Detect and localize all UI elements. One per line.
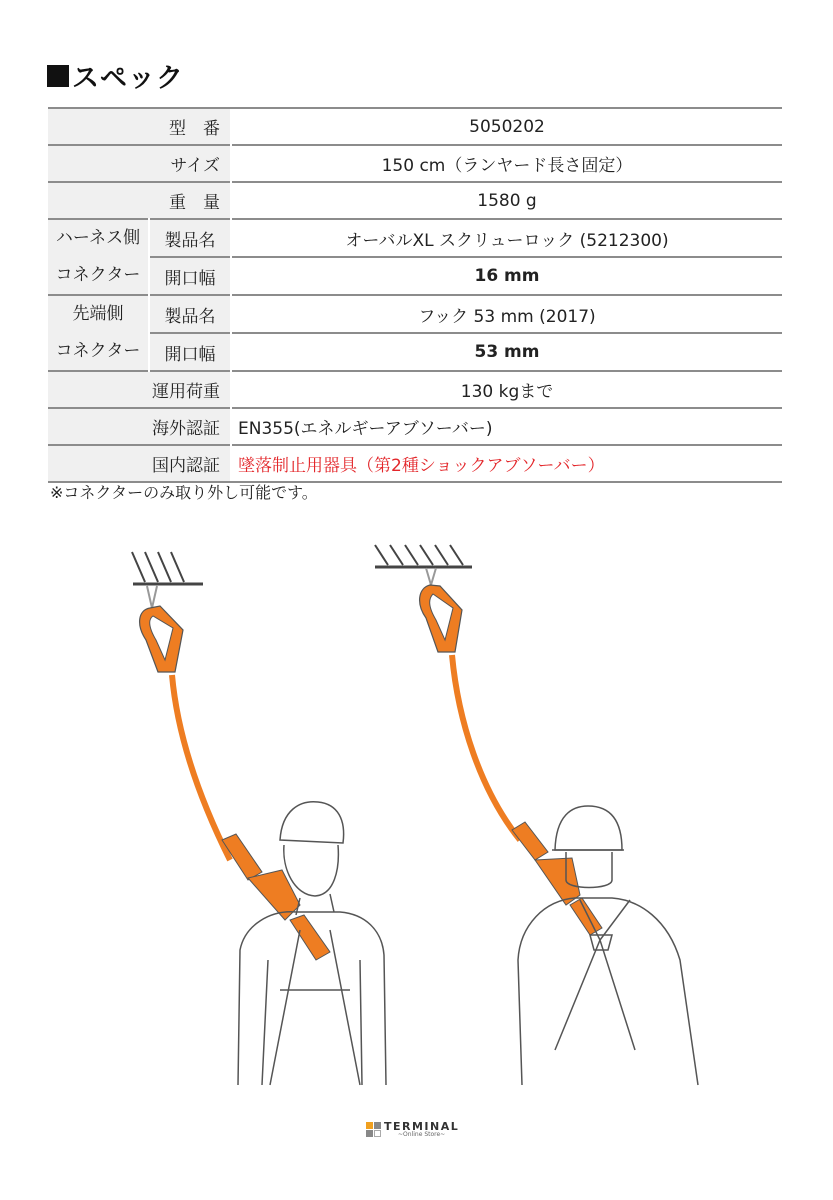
table-row [48, 445, 782, 482]
row-value: EN355(エネルギーアブソーバー) [231, 408, 782, 445]
table-row [48, 182, 782, 219]
row-label: 型 番 [48, 108, 231, 145]
row-label: サイズ [48, 145, 231, 182]
logo-grid-icon [366, 1122, 381, 1137]
logo-subtext: ~Online Store~ [398, 1131, 446, 1138]
section-title-text: スペック [72, 63, 184, 94]
table-row [48, 257, 782, 295]
row-value: 53 mm [231, 333, 782, 371]
group-label-harness-connector [48, 219, 149, 295]
row-label: 開口幅 [149, 257, 231, 295]
row-label: 開口幅 [149, 333, 231, 371]
row-value: オーバルXL スクリューロック (5212300) [231, 219, 782, 257]
group-label-line: 先端側 [72, 304, 124, 324]
row-label: 製品名 [149, 295, 231, 333]
row-value: 墜落制止用器具（第2種ショックアブソーバー） [231, 445, 782, 482]
row-label: 重 量 [48, 182, 231, 219]
group-label-line: ハーネス側 [55, 228, 141, 248]
table-row [48, 371, 782, 408]
table-row [48, 145, 782, 182]
table-row [48, 408, 782, 445]
row-value: 150 cm（ランヤード長さ固定） [231, 145, 782, 182]
section-title [47, 56, 184, 95]
row-value: フック 53 mm (2017) [231, 295, 782, 333]
spec-table [48, 107, 782, 483]
row-label: 運用荷重 [48, 371, 231, 408]
row-value: 130 kgまで [231, 371, 782, 408]
hook-left-icon [140, 586, 330, 960]
square-bullet-icon [47, 65, 69, 87]
row-value: 1580 g [231, 182, 782, 219]
row-label: 製品名 [149, 219, 231, 257]
hook-right-icon [420, 568, 602, 935]
row-value: 16 mm [231, 257, 782, 295]
anchor-right-icon [375, 545, 472, 567]
group-label-line: コネクター [55, 341, 141, 361]
table-row [48, 295, 782, 333]
row-value: 5050202 [231, 108, 782, 145]
footnote: ※コネクターのみ取り外し可能です。 [50, 483, 318, 502]
store-logo [366, 1121, 459, 1138]
logo-text: TERMINAL [384, 1120, 460, 1133]
usage-illustration [0, 530, 833, 1090]
group-label-tip-connector [48, 295, 149, 371]
table-row [48, 219, 782, 257]
table-row [48, 333, 782, 371]
anchor-left-icon [132, 552, 203, 584]
row-label: 海外認証 [48, 408, 231, 445]
group-label-line: コネクター [55, 265, 141, 285]
table-row [48, 108, 782, 145]
row-label: 国内認証 [48, 445, 231, 482]
